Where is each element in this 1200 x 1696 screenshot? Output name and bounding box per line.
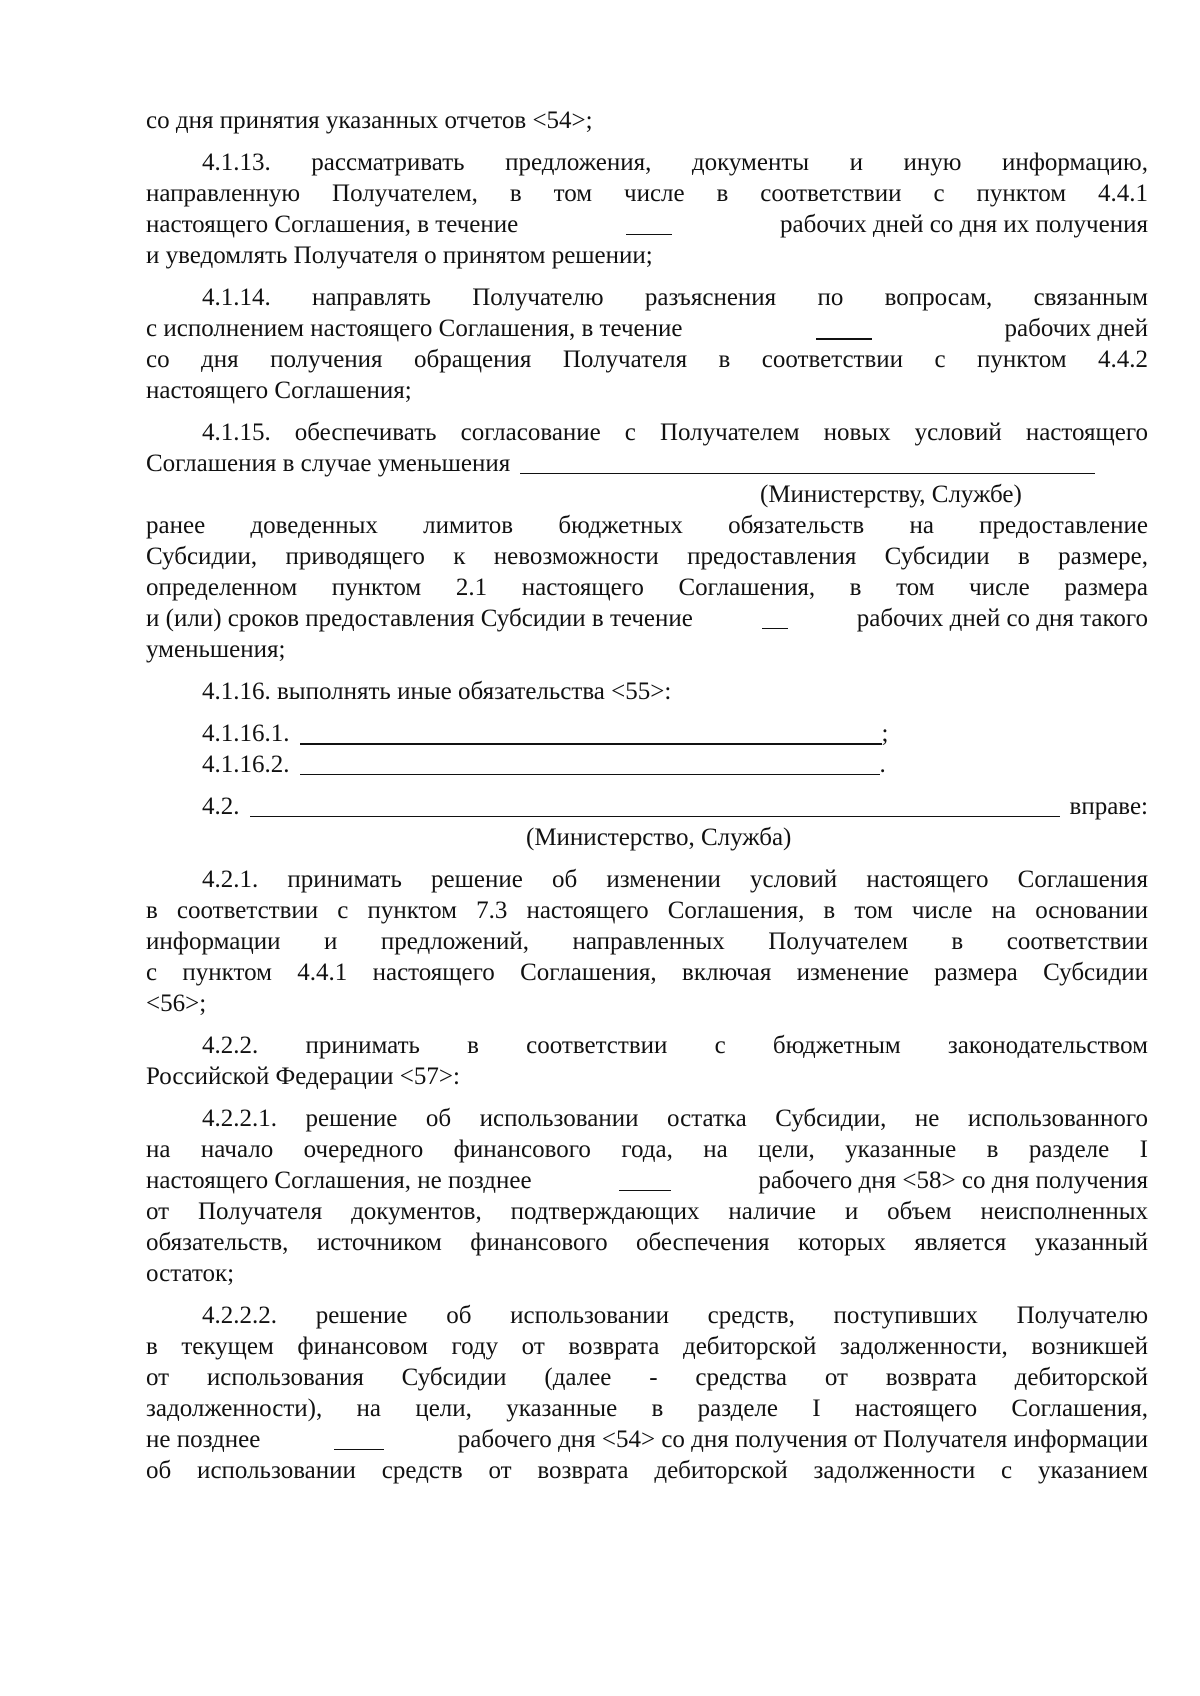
- paragraph-line: <56>;: [146, 990, 207, 1017]
- paragraph-4-2-1: [146, 864, 1148, 1019]
- paragraph-line: с пунктом 4.4.1 настоящего Соглашения, включая изменение размера Субсидии: [146, 959, 1148, 986]
- blank-caption: (Министерство, Служба): [526, 824, 792, 851]
- paragraph-line: ранее доведенных лимитов бюджетных обязательств на предоставление: [146, 512, 1148, 539]
- paragraph-line: настоящего Соглашения;: [146, 377, 412, 404]
- paragraph-line: об использовании средств от возврата дебиторской задолженности с указанием: [146, 1457, 1148, 1484]
- paragraph-line-with-blank: не позднее рабочего дня <54> со дня получения от Получателя информации: [146, 1426, 1148, 1453]
- paragraph-line-with-blank: настоящего Соглашения, не позднее рабочего дня <58> со дня получения: [146, 1167, 1148, 1194]
- paragraph-line: и уведомлять Получателя о принятом решении;: [146, 242, 653, 269]
- paragraph-line: со дня получения обращения Получателя в соответствии с пунктом 4.4.2: [146, 346, 1148, 373]
- fill-in-blank: [250, 815, 1060, 817]
- paragraph-line: 4.1.14. направлять Получателю разъяснения по вопросам, связанным: [202, 284, 1148, 311]
- paragraph-line: уменьшения;: [146, 636, 286, 663]
- paragraph-line: 4.1.13. рассматривать предложения, документы и иную информацию,: [202, 149, 1148, 176]
- paragraph-line: информации и предложений, направленных Получателем в соответствии: [146, 928, 1148, 955]
- paragraph-line: Субсидии, приводящего к невозможности предоставления Субсидии в размере,: [146, 543, 1148, 570]
- paragraph-4-2-2-2: [146, 1300, 1148, 1486]
- paragraph-line: 4.1.15. обеспечивать согласование с Получателем новых условий настоящего: [202, 419, 1148, 446]
- paragraph-line: на начало очередного финансового года, на цели, указанные в разделе I: [146, 1136, 1148, 1163]
- sub-item-4-1-16-2: 4.1.16.2. .: [202, 751, 886, 778]
- blank-caption: (Министерству, Службе): [760, 481, 1022, 508]
- paragraph-line: 4.2.2. принимать в соответствии с бюджетным законодательством: [202, 1032, 1148, 1059]
- paragraph-line: в соответствии с пунктом 7.3 настоящего Соглашения, в том числе на основании: [146, 897, 1148, 924]
- paragraph-line: от использования Субсидии (далее - средства от возврата дебиторской: [146, 1364, 1148, 1391]
- paragraph-line: 4.1.16. выполнять иные обязательства <55>:: [202, 678, 672, 705]
- fill-in-blank: [762, 627, 788, 629]
- paragraph-line: направленную Получателем, в том числе в соответствии с пунктом 4.4.1: [146, 180, 1148, 207]
- fill-in-blank: [520, 472, 1095, 474]
- fill-in-blank: [619, 1189, 671, 1191]
- paragraph-4-2-2: [146, 1030, 1148, 1092]
- paragraph-line: 4.2.2.1. решение об использовании остатка Субсидии, не использованного: [202, 1105, 1148, 1132]
- paragraph-4-1-13: [146, 147, 1148, 271]
- fill-in-blank: [300, 742, 882, 745]
- paragraph-4-2: [146, 791, 1148, 853]
- paragraph-line: определенном пунктом 2.1 настоящего Соглашения, в том числе размера: [146, 574, 1148, 601]
- paragraph-line: от Получателя документов, подтверждающих наличие и объем неисполненных: [146, 1198, 1148, 1225]
- paragraph-line: обязательств, источником финансового обеспечения которых является указанный: [146, 1229, 1148, 1256]
- paragraph-line-with-blank: настоящего Соглашения, в течение рабочих дней со дня их получения: [146, 211, 1148, 238]
- paragraph-line-with-blank: Соглашения в случае уменьшения: [146, 448, 1148, 479]
- paragraph-line-with-blank: 4.2. вправе:: [202, 793, 1148, 820]
- paragraph-4-1-15: [146, 417, 1148, 665]
- paragraph-line-with-blank: с исполнением настоящего Соглашения, в течение рабочих дней: [146, 315, 1148, 342]
- paragraph-line: 4.2.1. принимать решение об изменении условий настоящего Соглашения: [202, 866, 1148, 893]
- document-body: [146, 105, 1148, 1486]
- paragraph-line: 4.2.2.2. решение об использовании средств, поступивших Получателю: [202, 1302, 1148, 1329]
- fill-in-blank: [626, 233, 672, 235]
- paragraph-4-1-16: [146, 676, 1148, 780]
- paragraph-line: задолженности), на цели, указанные в разделе I настоящего Соглашения,: [146, 1395, 1148, 1422]
- paragraph-line: в текущем финансовом году от возврата дебиторской задолженности, возникшей: [146, 1333, 1148, 1360]
- sub-item-4-1-16-1: 4.1.16.1. ;: [202, 720, 889, 747]
- paragraph-line: со дня принятия указанных отчетов <54>;: [146, 107, 593, 134]
- fill-in-blank: [334, 1448, 384, 1450]
- paragraph-line-with-blank: и (или) сроков предоставления Субсидии в течение рабочих дней со дня такого: [146, 605, 1148, 632]
- paragraph-line: остаток;: [146, 1260, 235, 1287]
- paragraph-line: Российской Федерации <57>:: [146, 1063, 460, 1090]
- paragraph-4-2-2-1: [146, 1103, 1148, 1289]
- paragraph-4-1-14: [146, 282, 1148, 406]
- fill-in-blank: [816, 337, 872, 340]
- fill-in-blank: [300, 773, 880, 775]
